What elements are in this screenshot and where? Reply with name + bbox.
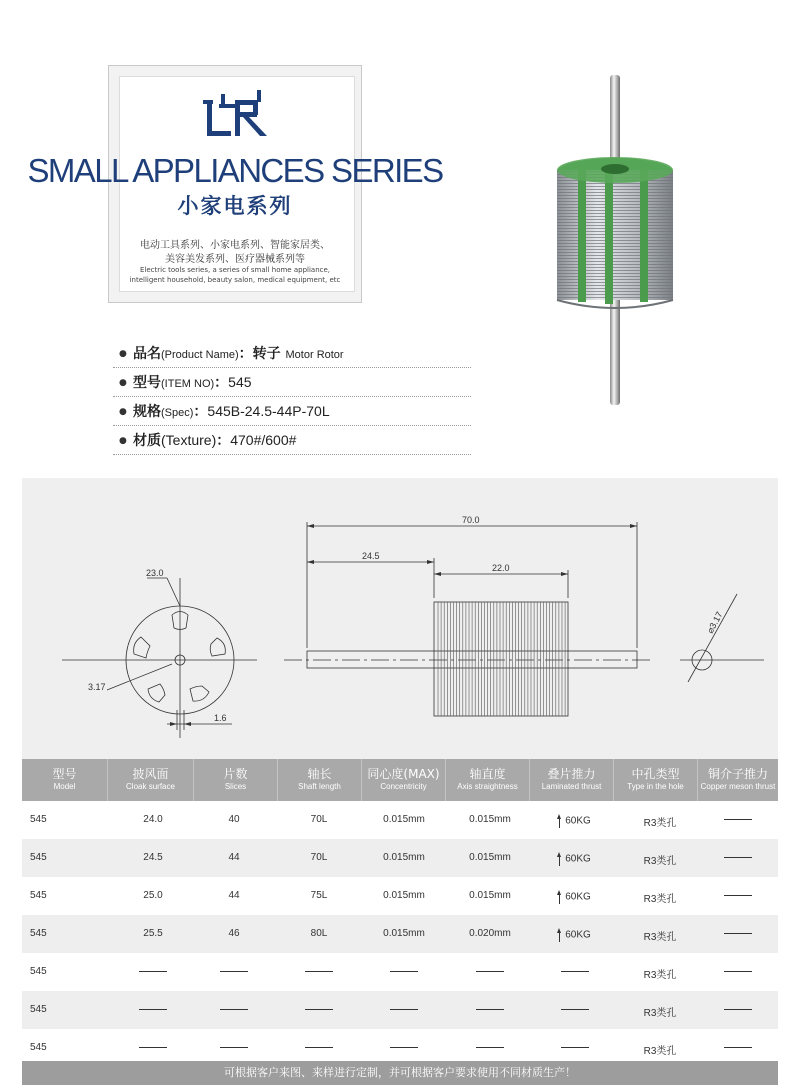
- column-header-cn: 同心度(MAX): [367, 767, 440, 781]
- table-cell: [533, 928, 617, 942]
- table-cell: [696, 852, 780, 863]
- cell-value: 0.015mm: [383, 852, 425, 863]
- cell-value: R3类孔: [643, 818, 677, 829]
- bullet-icon: ●: [119, 436, 127, 446]
- table-cell: [22, 852, 116, 863]
- column-header-cn: 轴长: [307, 767, 332, 781]
- dash-placeholder: [220, 1009, 248, 1010]
- cell-value: 44: [228, 890, 240, 901]
- table-cell: [618, 814, 702, 829]
- table-cell: [533, 814, 617, 828]
- table-cell: [448, 852, 532, 863]
- cell-value: R3类孔: [643, 1046, 677, 1057]
- dash-placeholder: [390, 1009, 418, 1010]
- table-cell: [362, 966, 446, 977]
- cell-value: 25.5: [143, 928, 163, 939]
- cell-value: 46: [228, 928, 240, 939]
- table-cell: [362, 852, 446, 863]
- cell-value: 545: [30, 890, 47, 901]
- table-cell: [696, 1004, 780, 1015]
- table-cell: [696, 1042, 780, 1053]
- table-cell: [448, 890, 532, 901]
- table-cell: [277, 852, 361, 863]
- cell-value: 75L: [310, 890, 328, 901]
- column-header: [698, 759, 778, 801]
- table-cell: [22, 928, 116, 939]
- cell-value: 545: [30, 928, 47, 939]
- series-title-cn: 小家电系列: [177, 194, 293, 218]
- table-cell: [362, 928, 446, 939]
- table-header: [22, 759, 778, 801]
- table-cell: [696, 890, 780, 901]
- table-cell: [192, 1004, 276, 1015]
- table-cell: [192, 1042, 276, 1053]
- dim-total-length: 70.0: [462, 515, 480, 525]
- table-cell: [192, 890, 276, 901]
- table-cell: [362, 814, 446, 825]
- column-header-cn: 型号: [52, 767, 77, 781]
- dash-placeholder: [476, 1047, 504, 1048]
- table-cell: [618, 966, 702, 981]
- cell-value: 0.020mm: [469, 928, 511, 939]
- table-cell: [192, 814, 276, 825]
- table-row: [22, 839, 778, 877]
- dim-diameter: 23.0: [146, 568, 164, 578]
- dash-placeholder: [139, 971, 167, 972]
- column-header-en: Type in the hole: [627, 782, 684, 791]
- cell-value: 0.015mm: [383, 814, 425, 825]
- table-cell: [362, 890, 446, 901]
- series-desc-cn-line2: 美容美发系列、医疗器械系列等: [165, 254, 305, 265]
- cell-value: 0.015mm: [469, 852, 511, 863]
- dash-placeholder: [724, 895, 752, 896]
- table-cell: [277, 1004, 361, 1015]
- column-header-cn: 片数: [223, 767, 248, 781]
- dash-placeholder: [305, 971, 333, 972]
- table-cell: [22, 890, 116, 901]
- cell-value: 44: [228, 852, 240, 863]
- dash-placeholder: [561, 1047, 589, 1048]
- column-header-en: Laminated thrust: [541, 782, 602, 791]
- series-title: SMALL APPLIANCES SERIES: [27, 152, 443, 189]
- bullet-icon: ●: [119, 407, 127, 417]
- dim-stack-length: 22.0: [492, 563, 510, 573]
- table-cell: [22, 1004, 116, 1015]
- column-header: [362, 759, 446, 801]
- dash-placeholder: [561, 971, 589, 972]
- brand-logo-icon: [201, 90, 271, 140]
- dash-placeholder: [724, 1009, 752, 1010]
- dash-placeholder: [476, 971, 504, 972]
- table-cell: [448, 814, 532, 825]
- table-cell: [111, 928, 195, 939]
- table-cell: [22, 1042, 116, 1053]
- spec-item-no: ● 型号(ITEM NO)：545: [113, 368, 471, 397]
- cell-value: R3类孔: [643, 856, 677, 867]
- table-row: [22, 801, 778, 839]
- column-header-en: Concentricity: [380, 782, 427, 791]
- table-cell: [192, 966, 276, 977]
- arrow-up-icon: [559, 852, 561, 866]
- dash-placeholder: [561, 1009, 589, 1010]
- cell-value: 70L: [310, 814, 328, 825]
- column-header-cn: 披风面: [132, 767, 169, 781]
- column-header: [446, 759, 530, 801]
- table-cell: [618, 928, 702, 943]
- table-body: [22, 801, 778, 1067]
- cell-value: 0.015mm: [469, 814, 511, 825]
- arrow-up-icon: [559, 928, 561, 942]
- cell-value: 60KG: [565, 891, 591, 903]
- column-header-en: Copper meson thrust: [700, 782, 776, 791]
- cell-value: 545: [30, 966, 47, 977]
- series-desc-en-line1: Electric tools series, a series of small home appliance,: [139, 266, 331, 274]
- table-cell: [111, 890, 195, 901]
- table-cell: [192, 928, 276, 939]
- column-header-en: Model: [53, 782, 76, 791]
- column-header-cn: 中孔类型: [631, 767, 680, 781]
- spec-texture: ● 材质(Texture)：470#/600#: [113, 426, 471, 455]
- spec-spec: ● 规格(Spec)：545B-24.5-44P-70L: [113, 397, 471, 426]
- cell-value: 24.5: [143, 852, 163, 863]
- dash-placeholder: [390, 1047, 418, 1048]
- dash-placeholder: [724, 933, 752, 934]
- table-cell: [618, 852, 702, 867]
- cell-value: R3类孔: [643, 1008, 677, 1019]
- bullet-icon: ●: [119, 378, 127, 388]
- table-cell: [111, 852, 195, 863]
- table-cell: [448, 928, 532, 939]
- cell-value: 545: [30, 852, 47, 863]
- dash-placeholder: [724, 857, 752, 858]
- column-header-en: Shaft length: [298, 782, 341, 791]
- table-cell: [448, 966, 532, 977]
- dash-placeholder: [305, 1009, 333, 1010]
- column-header: [278, 759, 362, 801]
- bullet-icon: ●: [119, 349, 127, 359]
- column-header: [22, 759, 108, 801]
- table-cell: [618, 1042, 702, 1057]
- column-header: [530, 759, 614, 801]
- dim-shaft-diameter: ⌀3.17: [704, 609, 725, 635]
- cell-value: 60KG: [565, 853, 591, 865]
- cell-value: R3类孔: [643, 970, 677, 981]
- table-cell: [448, 1042, 532, 1053]
- table-cell: [696, 966, 780, 977]
- arrow-up-icon: [559, 814, 561, 828]
- table-cell: [22, 814, 116, 825]
- table-cell: [22, 966, 116, 977]
- table-cell: [448, 1004, 532, 1015]
- column-header-en: Axis straightness: [457, 782, 518, 791]
- technical-drawing: [22, 478, 778, 759]
- table-cell: [111, 1042, 195, 1053]
- table-cell: [533, 890, 617, 904]
- column-header-cn: 铜介子推力: [707, 767, 768, 781]
- cell-value: 70L: [310, 852, 328, 863]
- cell-value: 0.015mm: [469, 890, 511, 901]
- column-header-cn: 轴直度: [469, 767, 506, 781]
- column-header-en: Slices: [224, 782, 247, 791]
- table-row: [22, 991, 778, 1029]
- series-desc-en-line2: intelligent household, beauty salon, medical equipment, etc: [129, 276, 341, 284]
- cell-value: 25.0: [143, 890, 163, 901]
- table-cell: [362, 1042, 446, 1053]
- dash-placeholder: [390, 971, 418, 972]
- table-cell: [696, 928, 780, 939]
- spec-table: [22, 759, 778, 1067]
- cell-value: 0.015mm: [383, 928, 425, 939]
- cell-value: 60KG: [565, 815, 591, 827]
- dim-center-hole: 3.17: [88, 682, 106, 692]
- column-header: [614, 759, 698, 801]
- series-desc-cn-line1: 电动工具系列、小家电系列、智能家居类、: [140, 240, 330, 251]
- dash-placeholder: [220, 971, 248, 972]
- dim-front-length: 24.5: [362, 551, 380, 561]
- dash-placeholder: [139, 1047, 167, 1048]
- dash-placeholder: [724, 1047, 752, 1048]
- table-cell: [533, 852, 617, 866]
- dash-placeholder: [476, 1009, 504, 1010]
- cell-value: 0.015mm: [383, 890, 425, 901]
- column-header: [108, 759, 194, 801]
- dash-placeholder: [139, 1009, 167, 1010]
- table-cell: [111, 1004, 195, 1015]
- cell-value: R3类孔: [643, 932, 677, 943]
- table-cell: [277, 814, 361, 825]
- cell-value: 24.0: [143, 814, 163, 825]
- cell-value: 545: [30, 814, 47, 825]
- table-row: [22, 915, 778, 953]
- table-cell: [618, 1004, 702, 1019]
- table-cell: [533, 1042, 617, 1053]
- table-row: [22, 953, 778, 991]
- table-cell: [277, 1042, 361, 1053]
- table-row: [22, 877, 778, 915]
- dash-placeholder: [724, 819, 752, 820]
- table-cell: [111, 814, 195, 825]
- cell-value: R3类孔: [643, 894, 677, 905]
- cell-value: 60KG: [565, 929, 591, 941]
- arrow-up-icon: [559, 890, 561, 904]
- cell-value: 80L: [310, 928, 328, 939]
- table-cell: [277, 966, 361, 977]
- dim-slot-gap: 1.6: [214, 713, 227, 723]
- column-header: [194, 759, 278, 801]
- dash-placeholder: [724, 971, 752, 972]
- motor-rotor-image: [540, 70, 690, 410]
- dash-placeholder: [220, 1047, 248, 1048]
- dash-placeholder: [305, 1047, 333, 1048]
- table-cell: [277, 928, 361, 939]
- table-cell: [111, 966, 195, 977]
- table-cell: [533, 966, 617, 977]
- table-cell: [618, 890, 702, 905]
- table-cell: [192, 852, 276, 863]
- table-cell: [696, 814, 780, 825]
- footer-note: 可根据客户来图、来样进行定制，并可根据客户要求使用不同材质生产！: [22, 1061, 778, 1085]
- table-cell: [362, 1004, 446, 1015]
- cell-value: 40: [228, 814, 240, 825]
- column-header-cn: 叠片推力: [547, 767, 596, 781]
- cell-value: 545: [30, 1042, 47, 1053]
- table-cell: [277, 890, 361, 901]
- cell-value: 545: [30, 1004, 47, 1015]
- spec-product-name: ● 品名(Product Name)：转子 Motor Rotor: [113, 339, 471, 368]
- column-header-en: Cloak surface: [126, 782, 175, 791]
- table-cell: [533, 1004, 617, 1015]
